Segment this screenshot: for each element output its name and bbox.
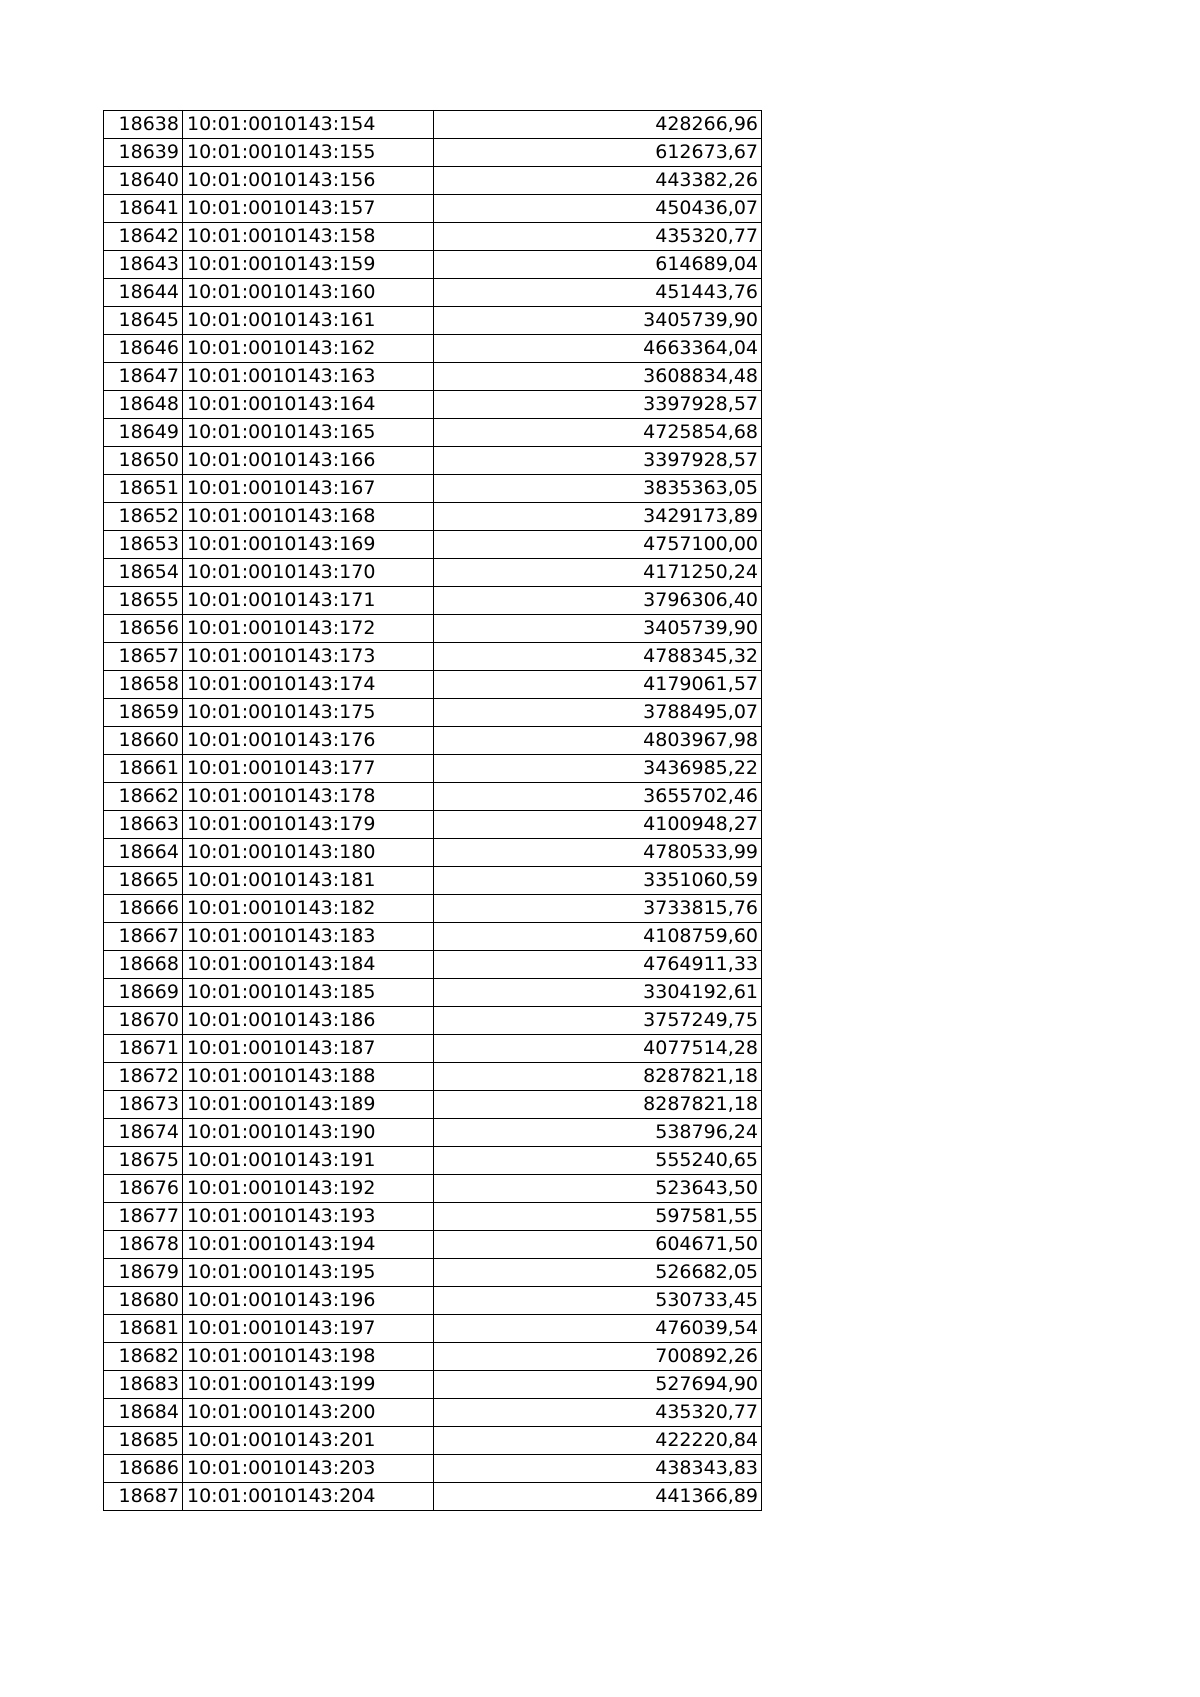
cadastral-number-cell: 10:01:0010143:158 (183, 223, 434, 251)
table-row (104, 307, 762, 335)
value-cell: 3436985,22 (434, 755, 762, 783)
value-cell: 4788345,32 (434, 643, 762, 671)
data-table (103, 110, 762, 1511)
table-row (104, 923, 762, 951)
row-number-cell: 18686 (104, 1455, 183, 1483)
cadastral-number-cell: 10:01:0010143:160 (183, 279, 434, 307)
cadastral-number-cell: 10:01:0010143:201 (183, 1427, 434, 1455)
row-number-cell: 18656 (104, 615, 183, 643)
cadastral-number-cell: 10:01:0010143:192 (183, 1175, 434, 1203)
cadastral-number-cell: 10:01:0010143:204 (183, 1483, 434, 1511)
cadastral-number-cell: 10:01:0010143:191 (183, 1147, 434, 1175)
table-row (104, 531, 762, 559)
table-row (104, 755, 762, 783)
cadastral-number-cell: 10:01:0010143:190 (183, 1119, 434, 1147)
value-cell: 3405739,90 (434, 615, 762, 643)
table-row (104, 1427, 762, 1455)
cadastral-number-cell: 10:01:0010143:193 (183, 1203, 434, 1231)
cadastral-number-cell: 10:01:0010143:174 (183, 671, 434, 699)
table-row (104, 195, 762, 223)
table-row (104, 1063, 762, 1091)
value-cell: 3397928,57 (434, 391, 762, 419)
value-cell: 435320,77 (434, 1399, 762, 1427)
row-number-cell: 18676 (104, 1175, 183, 1203)
table-row (104, 979, 762, 1007)
row-number-cell: 18645 (104, 307, 183, 335)
value-cell: 450436,07 (434, 195, 762, 223)
table-row (104, 167, 762, 195)
table-row (104, 279, 762, 307)
value-cell: 527694,90 (434, 1371, 762, 1399)
cadastral-number-cell: 10:01:0010143:195 (183, 1259, 434, 1287)
table-row (104, 867, 762, 895)
row-number-cell: 18638 (104, 111, 183, 139)
table-row (104, 1343, 762, 1371)
cadastral-number-cell: 10:01:0010143:167 (183, 475, 434, 503)
cadastral-number-cell: 10:01:0010143:181 (183, 867, 434, 895)
row-number-cell: 18677 (104, 1203, 183, 1231)
table-row (104, 251, 762, 279)
value-cell: 4780533,99 (434, 839, 762, 867)
cadastral-number-cell: 10:01:0010143:182 (183, 895, 434, 923)
value-cell: 4764911,33 (434, 951, 762, 979)
cadastral-number-cell: 10:01:0010143:163 (183, 363, 434, 391)
table-row (104, 335, 762, 363)
table-row (104, 895, 762, 923)
table-row (104, 1035, 762, 1063)
cadastral-number-cell: 10:01:0010143:197 (183, 1315, 434, 1343)
value-cell: 4171250,24 (434, 559, 762, 587)
cadastral-number-cell: 10:01:0010143:170 (183, 559, 434, 587)
value-cell: 4108759,60 (434, 923, 762, 951)
table-row (104, 1483, 762, 1511)
table-row (104, 1147, 762, 1175)
table-row (104, 1371, 762, 1399)
row-number-cell: 18680 (104, 1287, 183, 1315)
cadastral-number-cell: 10:01:0010143:164 (183, 391, 434, 419)
table-row (104, 615, 762, 643)
row-number-cell: 18639 (104, 139, 183, 167)
value-cell: 8287821,18 (434, 1091, 762, 1119)
table-row (104, 1287, 762, 1315)
value-cell: 3733815,76 (434, 895, 762, 923)
cadastral-number-cell: 10:01:0010143:186 (183, 1007, 434, 1035)
cadastral-number-cell: 10:01:0010143:172 (183, 615, 434, 643)
table-row (104, 1399, 762, 1427)
table-row (104, 643, 762, 671)
table-row (104, 1315, 762, 1343)
table-row (104, 1455, 762, 1483)
value-cell: 4100948,27 (434, 811, 762, 839)
row-number-cell: 18648 (104, 391, 183, 419)
row-number-cell: 18674 (104, 1119, 183, 1147)
row-number-cell: 18657 (104, 643, 183, 671)
cadastral-number-cell: 10:01:0010143:189 (183, 1091, 434, 1119)
cadastral-number-cell: 10:01:0010143:183 (183, 923, 434, 951)
cadastral-number-cell: 10:01:0010143:187 (183, 1035, 434, 1063)
row-number-cell: 18671 (104, 1035, 183, 1063)
value-cell: 435320,77 (434, 223, 762, 251)
row-number-cell: 18678 (104, 1231, 183, 1259)
table-row (104, 223, 762, 251)
cadastral-number-cell: 10:01:0010143:188 (183, 1063, 434, 1091)
value-cell: 4803967,98 (434, 727, 762, 755)
row-number-cell: 18669 (104, 979, 183, 1007)
row-number-cell: 18684 (104, 1399, 183, 1427)
table-row (104, 419, 762, 447)
table-row (104, 1091, 762, 1119)
cadastral-number-cell: 10:01:0010143:157 (183, 195, 434, 223)
table-row (104, 559, 762, 587)
row-number-cell: 18666 (104, 895, 183, 923)
row-number-cell: 18644 (104, 279, 183, 307)
row-number-cell: 18675 (104, 1147, 183, 1175)
value-cell: 3796306,40 (434, 587, 762, 615)
value-cell: 614689,04 (434, 251, 762, 279)
table-row (104, 1203, 762, 1231)
cadastral-number-cell: 10:01:0010143:185 (183, 979, 434, 1007)
table-row (104, 1119, 762, 1147)
cadastral-number-cell: 10:01:0010143:159 (183, 251, 434, 279)
row-number-cell: 18665 (104, 867, 183, 895)
cadastral-number-cell: 10:01:0010143:175 (183, 699, 434, 727)
row-number-cell: 18673 (104, 1091, 183, 1119)
value-cell: 530733,45 (434, 1287, 762, 1315)
table-row (104, 111, 762, 139)
row-number-cell: 18647 (104, 363, 183, 391)
value-cell: 3757249,75 (434, 1007, 762, 1035)
value-cell: 4757100,00 (434, 531, 762, 559)
cadastral-number-cell: 10:01:0010143:162 (183, 335, 434, 363)
value-cell: 443382,26 (434, 167, 762, 195)
table-row (104, 1175, 762, 1203)
table-row (104, 783, 762, 811)
row-number-cell: 18683 (104, 1371, 183, 1399)
value-cell: 4725854,68 (434, 419, 762, 447)
value-cell: 4077514,28 (434, 1035, 762, 1063)
row-number-cell: 18670 (104, 1007, 183, 1035)
row-number-cell: 18641 (104, 195, 183, 223)
value-cell: 451443,76 (434, 279, 762, 307)
row-number-cell: 18663 (104, 811, 183, 839)
table-row (104, 839, 762, 867)
row-number-cell: 18642 (104, 223, 183, 251)
value-cell: 523643,50 (434, 1175, 762, 1203)
value-cell: 538796,24 (434, 1119, 762, 1147)
row-number-cell: 18649 (104, 419, 183, 447)
value-cell: 8287821,18 (434, 1063, 762, 1091)
value-cell: 3397928,57 (434, 447, 762, 475)
cadastral-number-cell: 10:01:0010143:154 (183, 111, 434, 139)
value-cell: 3835363,05 (434, 475, 762, 503)
row-number-cell: 18664 (104, 839, 183, 867)
cadastral-number-cell: 10:01:0010143:184 (183, 951, 434, 979)
cadastral-number-cell: 10:01:0010143:180 (183, 839, 434, 867)
cadastral-number-cell: 10:01:0010143:199 (183, 1371, 434, 1399)
row-number-cell: 18662 (104, 783, 183, 811)
table-row (104, 1259, 762, 1287)
row-number-cell: 18660 (104, 727, 183, 755)
cadastral-number-cell: 10:01:0010143:203 (183, 1455, 434, 1483)
cadastral-number-cell: 10:01:0010143:156 (183, 167, 434, 195)
table-row (104, 951, 762, 979)
row-number-cell: 18640 (104, 167, 183, 195)
cadastral-number-cell: 10:01:0010143:200 (183, 1399, 434, 1427)
row-number-cell: 18643 (104, 251, 183, 279)
cadastral-number-cell: 10:01:0010143:168 (183, 503, 434, 531)
table-row (104, 139, 762, 167)
cadastral-number-cell: 10:01:0010143:194 (183, 1231, 434, 1259)
row-number-cell: 18661 (104, 755, 183, 783)
table-row (104, 699, 762, 727)
value-cell: 526682,05 (434, 1259, 762, 1287)
row-number-cell: 18682 (104, 1343, 183, 1371)
value-cell: 612673,67 (434, 139, 762, 167)
value-cell: 4663364,04 (434, 335, 762, 363)
cadastral-number-cell: 10:01:0010143:176 (183, 727, 434, 755)
row-number-cell: 18654 (104, 559, 183, 587)
row-number-cell: 18685 (104, 1427, 183, 1455)
row-number-cell: 18655 (104, 587, 183, 615)
cadastral-number-cell: 10:01:0010143:166 (183, 447, 434, 475)
row-number-cell: 18668 (104, 951, 183, 979)
cadastral-number-cell: 10:01:0010143:165 (183, 419, 434, 447)
cadastral-number-cell: 10:01:0010143:161 (183, 307, 434, 335)
value-cell: 700892,26 (434, 1343, 762, 1371)
table-row (104, 1007, 762, 1035)
row-number-cell: 18672 (104, 1063, 183, 1091)
value-cell: 441366,89 (434, 1483, 762, 1511)
value-cell: 604671,50 (434, 1231, 762, 1259)
table-row (104, 587, 762, 615)
row-number-cell: 18658 (104, 671, 183, 699)
cadastral-number-cell: 10:01:0010143:169 (183, 531, 434, 559)
cadastral-number-cell: 10:01:0010143:178 (183, 783, 434, 811)
table-body (104, 111, 762, 1511)
cadastral-number-cell: 10:01:0010143:179 (183, 811, 434, 839)
cadastral-number-cell: 10:01:0010143:198 (183, 1343, 434, 1371)
cadastral-number-cell: 10:01:0010143:196 (183, 1287, 434, 1315)
value-cell: 476039,54 (434, 1315, 762, 1343)
table-row (104, 671, 762, 699)
table-row (104, 727, 762, 755)
cadastral-number-cell: 10:01:0010143:177 (183, 755, 434, 783)
row-number-cell: 18651 (104, 475, 183, 503)
row-number-cell: 18681 (104, 1315, 183, 1343)
cadastral-number-cell: 10:01:0010143:171 (183, 587, 434, 615)
value-cell: 422220,84 (434, 1427, 762, 1455)
table-row (104, 391, 762, 419)
value-cell: 3788495,07 (434, 699, 762, 727)
value-cell: 4179061,57 (434, 671, 762, 699)
table-row (104, 475, 762, 503)
row-number-cell: 18679 (104, 1259, 183, 1287)
value-cell: 3405739,90 (434, 307, 762, 335)
row-number-cell: 18667 (104, 923, 183, 951)
table-row (104, 447, 762, 475)
row-number-cell: 18650 (104, 447, 183, 475)
value-cell: 3429173,89 (434, 503, 762, 531)
table-row (104, 503, 762, 531)
row-number-cell: 18659 (104, 699, 183, 727)
row-number-cell: 18653 (104, 531, 183, 559)
table-row (104, 1231, 762, 1259)
row-number-cell: 18652 (104, 503, 183, 531)
value-cell: 597581,55 (434, 1203, 762, 1231)
cadastral-number-cell: 10:01:0010143:173 (183, 643, 434, 671)
table-row (104, 363, 762, 391)
value-cell: 3304192,61 (434, 979, 762, 1007)
value-cell: 438343,83 (434, 1455, 762, 1483)
row-number-cell: 18646 (104, 335, 183, 363)
value-cell: 428266,96 (434, 111, 762, 139)
row-number-cell: 18687 (104, 1483, 183, 1511)
value-cell: 3351060,59 (434, 867, 762, 895)
cadastral-number-cell: 10:01:0010143:155 (183, 139, 434, 167)
value-cell: 3608834,48 (434, 363, 762, 391)
table-row (104, 811, 762, 839)
value-cell: 3655702,46 (434, 783, 762, 811)
value-cell: 555240,65 (434, 1147, 762, 1175)
